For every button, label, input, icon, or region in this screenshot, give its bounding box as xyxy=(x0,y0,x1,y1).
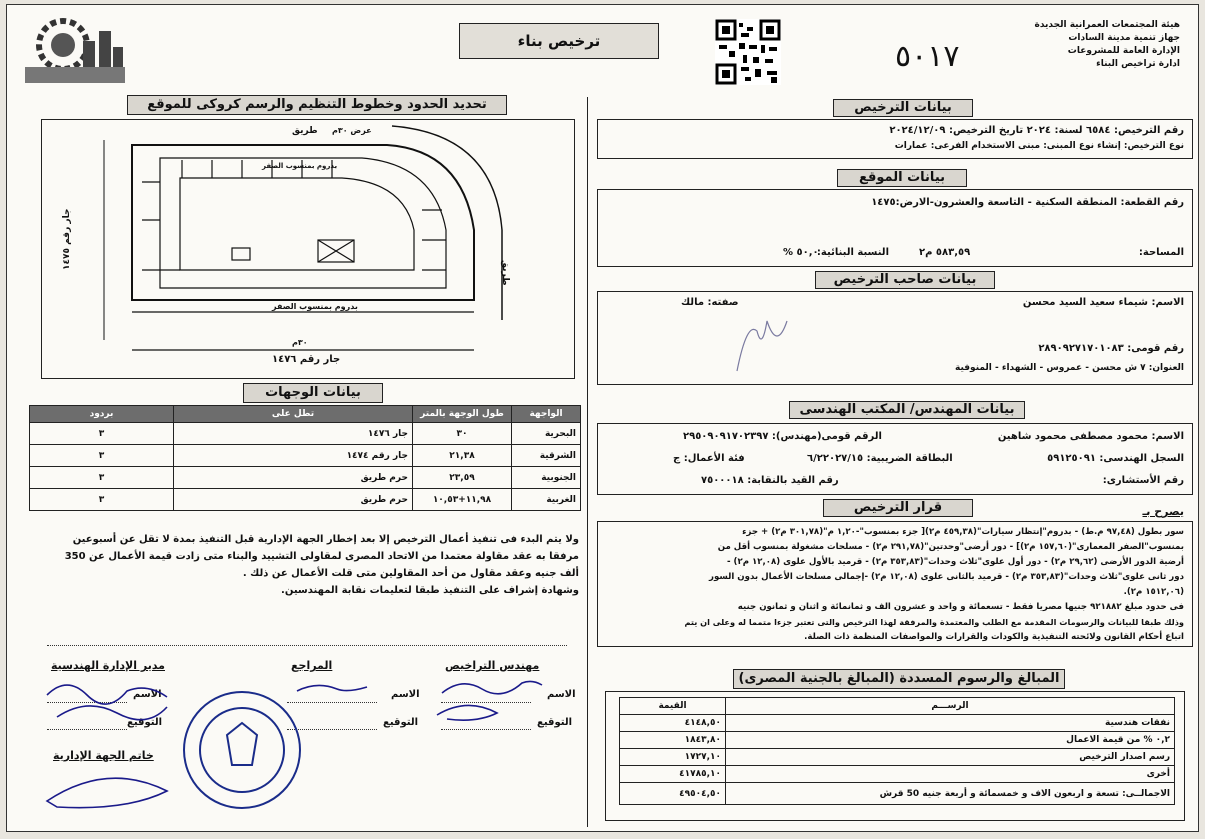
fees-total-label: الاجمالــى: تسعة و اربعون الاف و خمسمائة و أربعة جنيه 50 قرش xyxy=(726,783,1175,805)
engineer-syndicate: رقم القيد بالنقابة: ٧٥٠٠٠١٨ xyxy=(701,475,839,486)
stamp-seal xyxy=(184,692,300,808)
engineer-register: السجل الهندسى: ٥٩١٢٥٠٩١ xyxy=(1047,453,1184,464)
decision-line: اتباع أحكام القانون ولائحته التنفيذية والكودات والقرارات والمواصفات المنظمة ذات الصلة. xyxy=(804,632,1184,642)
plan-road-top-label: طريق xyxy=(292,126,318,136)
fees-header-cell: الرســـم xyxy=(726,698,1175,715)
license-data-title: بيانات الترخيص xyxy=(833,99,973,117)
note-line: مرفقا به عقد مقاولة معتمدا من الاتحاد المصرى لمقاولى التشييد والبناء متى زادت قيمة الأعمال عن 350 xyxy=(64,551,579,562)
decision-line: بمنسوب"الصفر المعمارى"(١٥٧,٦٠ م٢)] - دور أرضى"وحدتين"(٢٩١,٧٨ م٢) - مسلحات مشغولة بمنسوب أقل من xyxy=(717,542,1184,552)
table-cell: ٢٣,٥٩ xyxy=(413,467,512,489)
decision-line: وذلك طبقا للبيانات والرسومات المقدمة مع الطلب والمعتمدة والمرفقة لهذا الترخيص والتى تعتبر جزءا متمما له وعلى ان يتم xyxy=(684,617,1184,627)
decision-prefix: يصرح بـ xyxy=(1142,505,1184,518)
logo-icon xyxy=(23,11,131,87)
column-divider xyxy=(587,97,588,827)
table-cell: الجنوبية xyxy=(512,467,581,489)
document-title-box xyxy=(459,23,659,59)
ratio-label: النسبة البنائية: xyxy=(816,247,889,258)
fees-title: المبالغ والرسوم المسددة (المبالغ بالجنية المصرى) xyxy=(733,669,1065,689)
table-row xyxy=(620,715,1175,732)
table-cell: أخرى xyxy=(726,766,1175,783)
authority-block xyxy=(1035,19,1180,71)
table-row xyxy=(30,467,581,489)
facades-header-cell: الواجهة xyxy=(512,406,581,423)
owner-role: صفته: مالك xyxy=(681,297,739,308)
facades-table xyxy=(29,405,581,511)
owner-address: العنوان: ٧ ش محسن - عمروس - الشهداء - المنوفية xyxy=(955,363,1184,373)
authority-line: ادارة تراخيص البناء xyxy=(1096,59,1180,69)
ratio-value: ٥٠,٠ % xyxy=(783,247,819,258)
table-row xyxy=(620,732,1175,749)
note-line: ولا يتم البدء فى تنفيذ أعمال الترخيص إلا بعد إخطار الجهة الإدارية قبل التنفيذ بمدة لا تقل عن أسبوعين xyxy=(72,534,579,545)
dotted-separator xyxy=(47,645,567,646)
sign-label: التوقيع xyxy=(383,717,418,728)
table-cell: البحرية xyxy=(512,423,581,445)
table-cell: ٢١,٣٨ xyxy=(413,445,512,467)
engineer-data-title: بيانات المهندس/ المكتب الهندسى xyxy=(789,401,1025,419)
authority-line: هيئة المجتمعات العمرانية الجديدة xyxy=(1034,20,1180,30)
table-cell: حرم طريق xyxy=(174,489,413,511)
fees-total-value: ٤٩٥٠٤,٥٠ xyxy=(620,783,726,805)
license-line-1: رقم الترخيص: ٦٥٨٤ لسنة: ٢٠٢٤ تاريخ الترخيص: ٢٠٢٤/١٢/٠٩ xyxy=(889,125,1184,136)
owner-name: الاسم: شيماء سعيد السيد محسن xyxy=(1022,297,1184,308)
table-cell: ١١,٩٨+١٠,٥٣ xyxy=(413,489,512,511)
owner-nid: رقم قومى: ٢٨٩٠٩٢٧١٧٠١٠٨٣ xyxy=(1038,343,1184,354)
plan-road-top-width: عرض ٣٠م xyxy=(332,126,372,135)
execution-notes xyxy=(29,531,579,599)
site-plan-title: تحديد الحدود وخطوط التنظيم والرسم كروكى للموقع xyxy=(127,95,507,115)
engineer-name: الاسم: محمود مصطفى محمود شاهين xyxy=(997,431,1184,442)
engineer-label: مهندس التراخيص xyxy=(445,659,540,672)
stamp-label: خاتم الجهة الإدارية xyxy=(53,749,154,762)
plan-bottom-strip-label: بدروم بمنسوب الصفر xyxy=(272,302,358,311)
note-line: ألف جنيه وعقد مقاول من أحد المقاولين متى قلت الأعمال عن ذلك . xyxy=(242,568,579,579)
decision-line: (١٥١٢,٠٦ م٢). xyxy=(1123,587,1184,597)
table-cell: حرم طريق xyxy=(174,467,413,489)
facades-header-cell: بردود xyxy=(30,406,174,423)
plan-bottom-neighbor: جار رقم ١٤٧٦ xyxy=(272,354,341,365)
license-number-handwritten: ٥٠١٧ xyxy=(895,39,960,74)
site-plan-drawing xyxy=(42,120,574,378)
sign-label: التوقيع xyxy=(537,717,572,728)
table-row xyxy=(620,783,1175,805)
name-label: الاسم xyxy=(391,689,420,700)
site-line-1: رقم القطعة: المنطقة السكنية - التاسعة والعشرون-الارض:١٤٧٥ xyxy=(871,197,1184,208)
site-plan-frame xyxy=(41,119,575,379)
table-row xyxy=(620,766,1175,783)
table-cell: جار رقم ١٤٧٤ xyxy=(174,445,413,467)
document-title: ترخيص بناء xyxy=(517,32,601,50)
engineer-nid: الرقم قومى(مهندس): ٢٩٥٠٩٠٩١٧٠٢٣٩٧ xyxy=(683,431,882,442)
fees-header-cell: القيمة xyxy=(620,698,726,715)
owner-signature xyxy=(727,311,797,385)
facades-header-cell: طول الوجهة بالمتر xyxy=(413,406,512,423)
engineer-consultant: رقم الأستشارى: xyxy=(1102,475,1184,486)
note-line: وشهادة إشراف على التنفيذ طبقا لتعليمات نقابة المهندسين. xyxy=(281,585,579,596)
plan-dim-bottom: ٣٠م xyxy=(292,338,308,347)
table-cell: الغربية xyxy=(512,489,581,511)
license-sheet xyxy=(6,4,1199,832)
site-data-title: بيانات الموقع xyxy=(837,169,967,187)
table-cell: رسم اصدار الترخيص xyxy=(726,749,1175,766)
table-row xyxy=(620,749,1175,766)
plan-left-neighbor: جار رقم ١٤٧٥ xyxy=(62,208,72,270)
facades-header-cell: تطل على xyxy=(174,406,413,423)
owner-data-title: بيانات صاحب الترخيص xyxy=(815,271,995,289)
table-cell: الشرقية xyxy=(512,445,581,467)
table-cell: ٣٠ xyxy=(413,423,512,445)
decision-title: قرار الترخيص xyxy=(823,499,973,517)
table-row xyxy=(30,489,581,511)
name-label: الاسم xyxy=(547,689,576,700)
table-cell: ٣ xyxy=(30,489,174,511)
table-row xyxy=(30,423,581,445)
area-value: ٥٨٣,٥٩ م٢ xyxy=(919,247,971,258)
decision-line: فى حدود مبلغ ٩٢١٨٨٢ جنيها مصريا فقط - تسعمائة و واحد و عشرون الف و ثمانمائة و اثنان و ثمانون جنيه xyxy=(737,602,1184,612)
table-cell: ٤١٧٨٥,١٠ xyxy=(620,766,726,783)
license-line-2: نوع الترخيص: إنشاء نوع المبنى: مبنى الاستخدام الفرعى: عمارات xyxy=(894,141,1184,151)
table-cell: ٣ xyxy=(30,423,174,445)
decision-line: أرضية الدور الأرضى (٢٩,٦٢ م٢) - دور أول علوى"ثلاث وحدات"(٣٥٣,٨٣ م٢) - قرميد بالأول علوى (١٢,٠٨ م٢) - xyxy=(726,557,1184,567)
authority-line: الإدارة العامة للمشروعات xyxy=(1067,46,1180,56)
plan-right-road: طريق xyxy=(500,260,510,286)
plan-top-strip-label: بدروم بمنسوب الصفر xyxy=(262,162,338,170)
table-cell: ١٧٢٧,١٠ xyxy=(620,749,726,766)
table-cell: جار ١٤٧٦ xyxy=(174,423,413,445)
table-row xyxy=(30,445,581,467)
table-cell: ٣ xyxy=(30,467,174,489)
table-cell: ١٨٤٣,٨٠ xyxy=(620,732,726,749)
table-cell: ٠,٢ % من قيمة الاعمال xyxy=(726,732,1175,749)
decision-text xyxy=(604,525,1184,645)
table-cell: ٣ xyxy=(30,445,174,467)
decision-line: دور ثانى علوى"ثلاث وحدات"(٣٥٣,٨٣ م٢) - قرميد بالثانى علوى (١٢,٠٨ م٢) -إجمالى مسلحات الأعمال بدون السور xyxy=(709,572,1184,582)
sign-label: التوقيع xyxy=(127,717,162,728)
table-cell: ٤١٤٨,٥٠ xyxy=(620,715,726,732)
director-label: مدير الإدارة الهندسية xyxy=(51,659,165,672)
reviewer-label: المراجع xyxy=(291,659,333,672)
facades-title: بيانات الوجهات xyxy=(243,383,383,403)
engineer-class: فئة الأعمال: ج xyxy=(673,453,745,464)
name-label: الاسم xyxy=(133,689,162,700)
authority-line: جهاز تنمية مدينة السادات xyxy=(1068,33,1180,43)
decision-line: سور بطول (٩٧,٤٨ م.ط) - بدروم"إنتظار سيارات"(٤٥٩,٣٨ م٢)[ جزء بمنسوب"-١,٢٠ م"(٣٠١,٧٨ م٢) + جزء xyxy=(742,527,1184,537)
area-label: المساحة: xyxy=(1138,247,1184,258)
table-cell: نفقات هندسية xyxy=(726,715,1175,732)
qr-code-icon xyxy=(715,19,781,85)
engineer-tax-card: البطاقة الضريبية: ٦/٢٢٠٢٧/١٥ xyxy=(807,453,953,464)
fees-table xyxy=(619,697,1175,805)
handwritten-signatures xyxy=(37,665,557,825)
